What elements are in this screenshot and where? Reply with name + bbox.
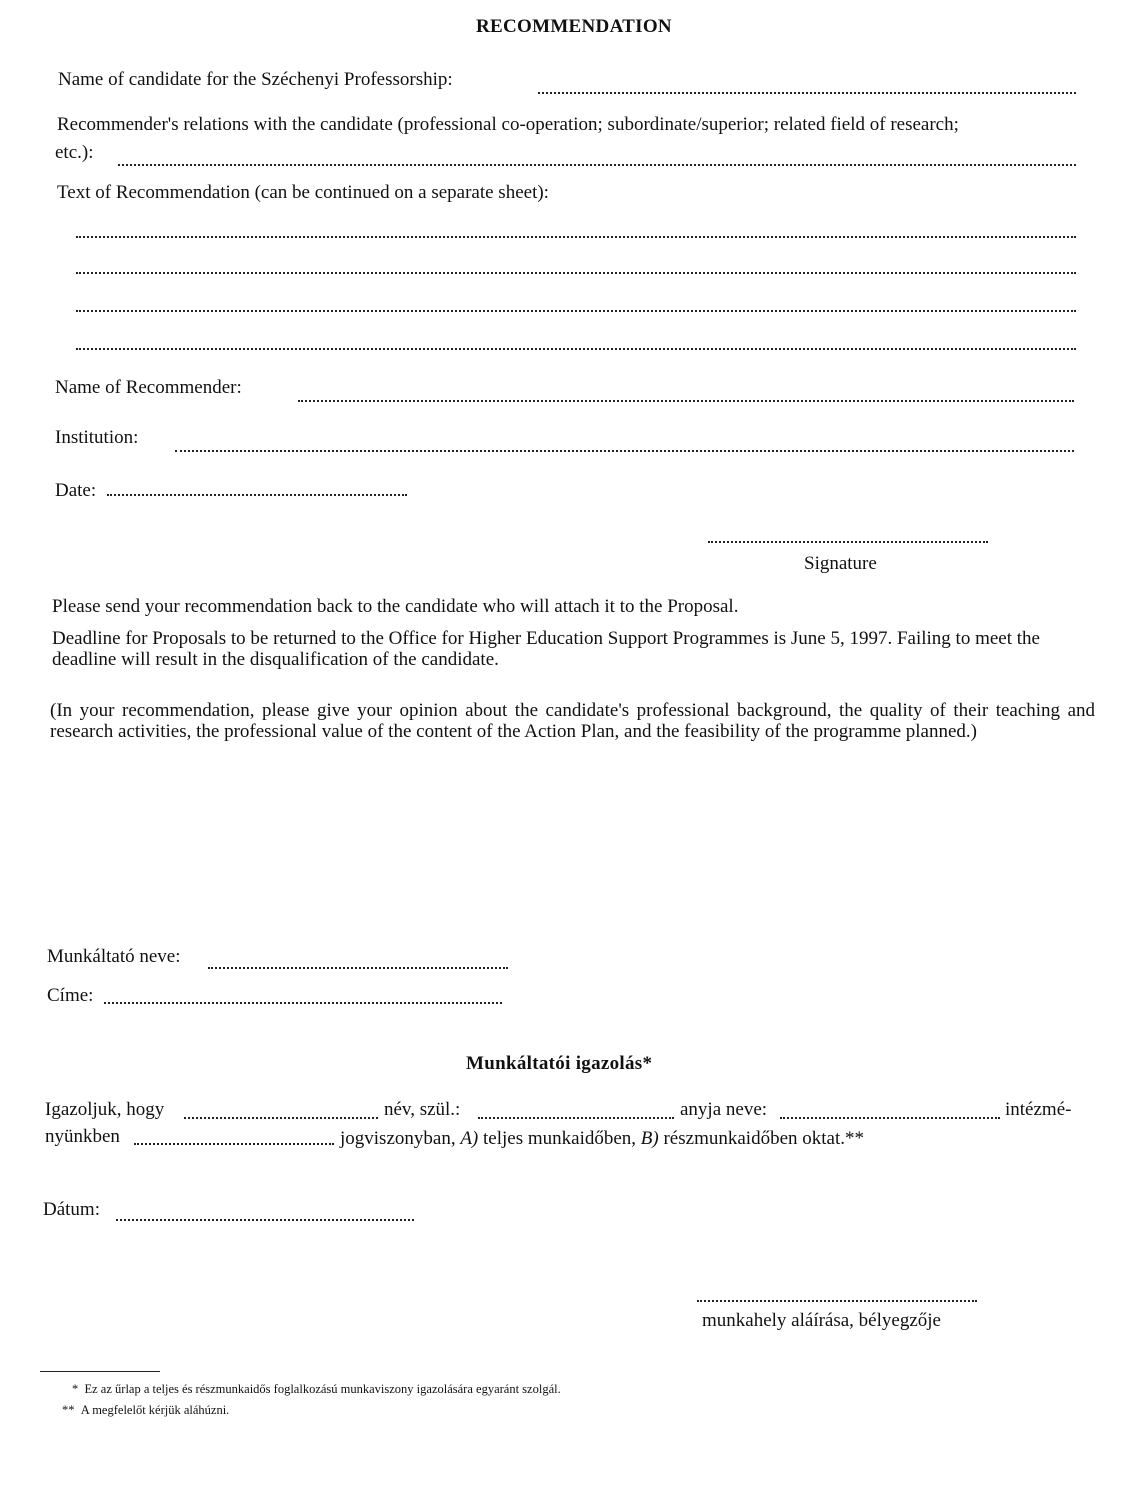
- recommendation-guidance-note: (In your recommendation, please give your opinion about the candidate's professional background, the quality of their teaching and research activities, the professional value of the content of the Action Plan, and the feasibility of the programme planned.): [50, 700, 1095, 742]
- deadline-instruction: Deadline for Proposals to be returned to the Office for Higher Education Support Programmes is June 5, 1997. Failing to meet the deadline will result in the disqualification of the candidate.: [52, 628, 1040, 670]
- employer-name-field[interactable]: [208, 967, 508, 969]
- recommendation-text-line-2[interactable]: [76, 272, 1076, 274]
- certify-text-f: jogviszonyban,: [340, 1128, 456, 1149]
- employer-certificate-title: Munkáltatói igazolás*: [466, 1053, 653, 1074]
- employer-date-field[interactable]: [116, 1219, 414, 1221]
- candidate-name-field[interactable]: [538, 92, 1076, 94]
- employer-signature-field[interactable]: [697, 1300, 977, 1302]
- certify-line2-rest: [340, 1128, 864, 1150]
- option-a-marker[interactable]: A): [460, 1128, 479, 1149]
- footnote-2: [62, 1403, 229, 1418]
- signature-field[interactable]: [708, 541, 988, 543]
- recommendation-text-line-3[interactable]: [76, 310, 1076, 312]
- institution-label: Institution:: [55, 427, 139, 448]
- option-a-text[interactable]: teljes munkaidőben,: [483, 1128, 637, 1149]
- certify-text-e: nyünkben: [45, 1126, 120, 1147]
- recommendation-text-line-1[interactable]: [76, 236, 1076, 238]
- mother-name-field[interactable]: [780, 1117, 1000, 1119]
- employer-address-field[interactable]: [104, 1002, 502, 1004]
- birth-data-field[interactable]: [478, 1117, 674, 1119]
- legal-relation-field[interactable]: [134, 1143, 334, 1145]
- certify-name-field[interactable]: [184, 1117, 378, 1119]
- option-b-text[interactable]: részmunkaidőben oktat.**: [663, 1128, 864, 1149]
- employer-address-label: Címe:: [47, 985, 94, 1006]
- footnote-divider: [40, 1371, 160, 1372]
- form-title: RECOMMENDATION: [476, 16, 672, 37]
- employer-name-label: Munkáltató neve:: [47, 946, 181, 967]
- recommender-name-label: Name of Recommender:: [55, 377, 242, 398]
- footnote-2-mark: **: [62, 1403, 75, 1417]
- employer-date-label: Dátum:: [43, 1199, 100, 1220]
- signature-label: Signature: [804, 553, 877, 574]
- institution-field[interactable]: [175, 450, 1074, 452]
- relations-label-etc: etc.):: [55, 142, 94, 163]
- footnote-1-mark: *: [72, 1382, 79, 1396]
- date-label: Date:: [55, 480, 97, 501]
- option-b-marker[interactable]: B): [640, 1128, 659, 1149]
- relations-field[interactable]: [118, 164, 1076, 166]
- relations-label: Recommender's relations with the candidate (professional co-operation; subordinate/superior; related field of research;: [57, 114, 959, 135]
- footnote-1: [72, 1382, 561, 1397]
- recommender-name-field[interactable]: [298, 400, 1074, 402]
- certify-text-b: név, szül.:: [384, 1099, 461, 1120]
- recommendation-text-label: Text of Recommendation (can be continued on a separate sheet):: [57, 182, 549, 203]
- footnote-2-text: A megfelelőt kérjük aláhúzni.: [80, 1403, 230, 1417]
- certify-text-c: anyja neve:: [680, 1099, 768, 1120]
- certify-text-d: intézmé-: [1005, 1099, 1072, 1120]
- candidate-name-label: Name of candidate for the Széchenyi Professorship:: [58, 69, 453, 90]
- certify-text-a: Igazoljuk, hogy: [45, 1099, 165, 1120]
- footnote-1-text: Ez az űrlap a teljes és részmunkaidős foglalkozású munkaviszony igazolására egyaránt szolgál.: [84, 1382, 561, 1396]
- send-instruction: Please send your recommendation back to the candidate who will attach it to the Proposal.: [52, 596, 739, 617]
- recommendation-text-line-4[interactable]: [76, 348, 1076, 350]
- employer-signature-label: munkahely aláírása, bélyegzője: [702, 1310, 941, 1331]
- date-field[interactable]: [107, 494, 407, 496]
